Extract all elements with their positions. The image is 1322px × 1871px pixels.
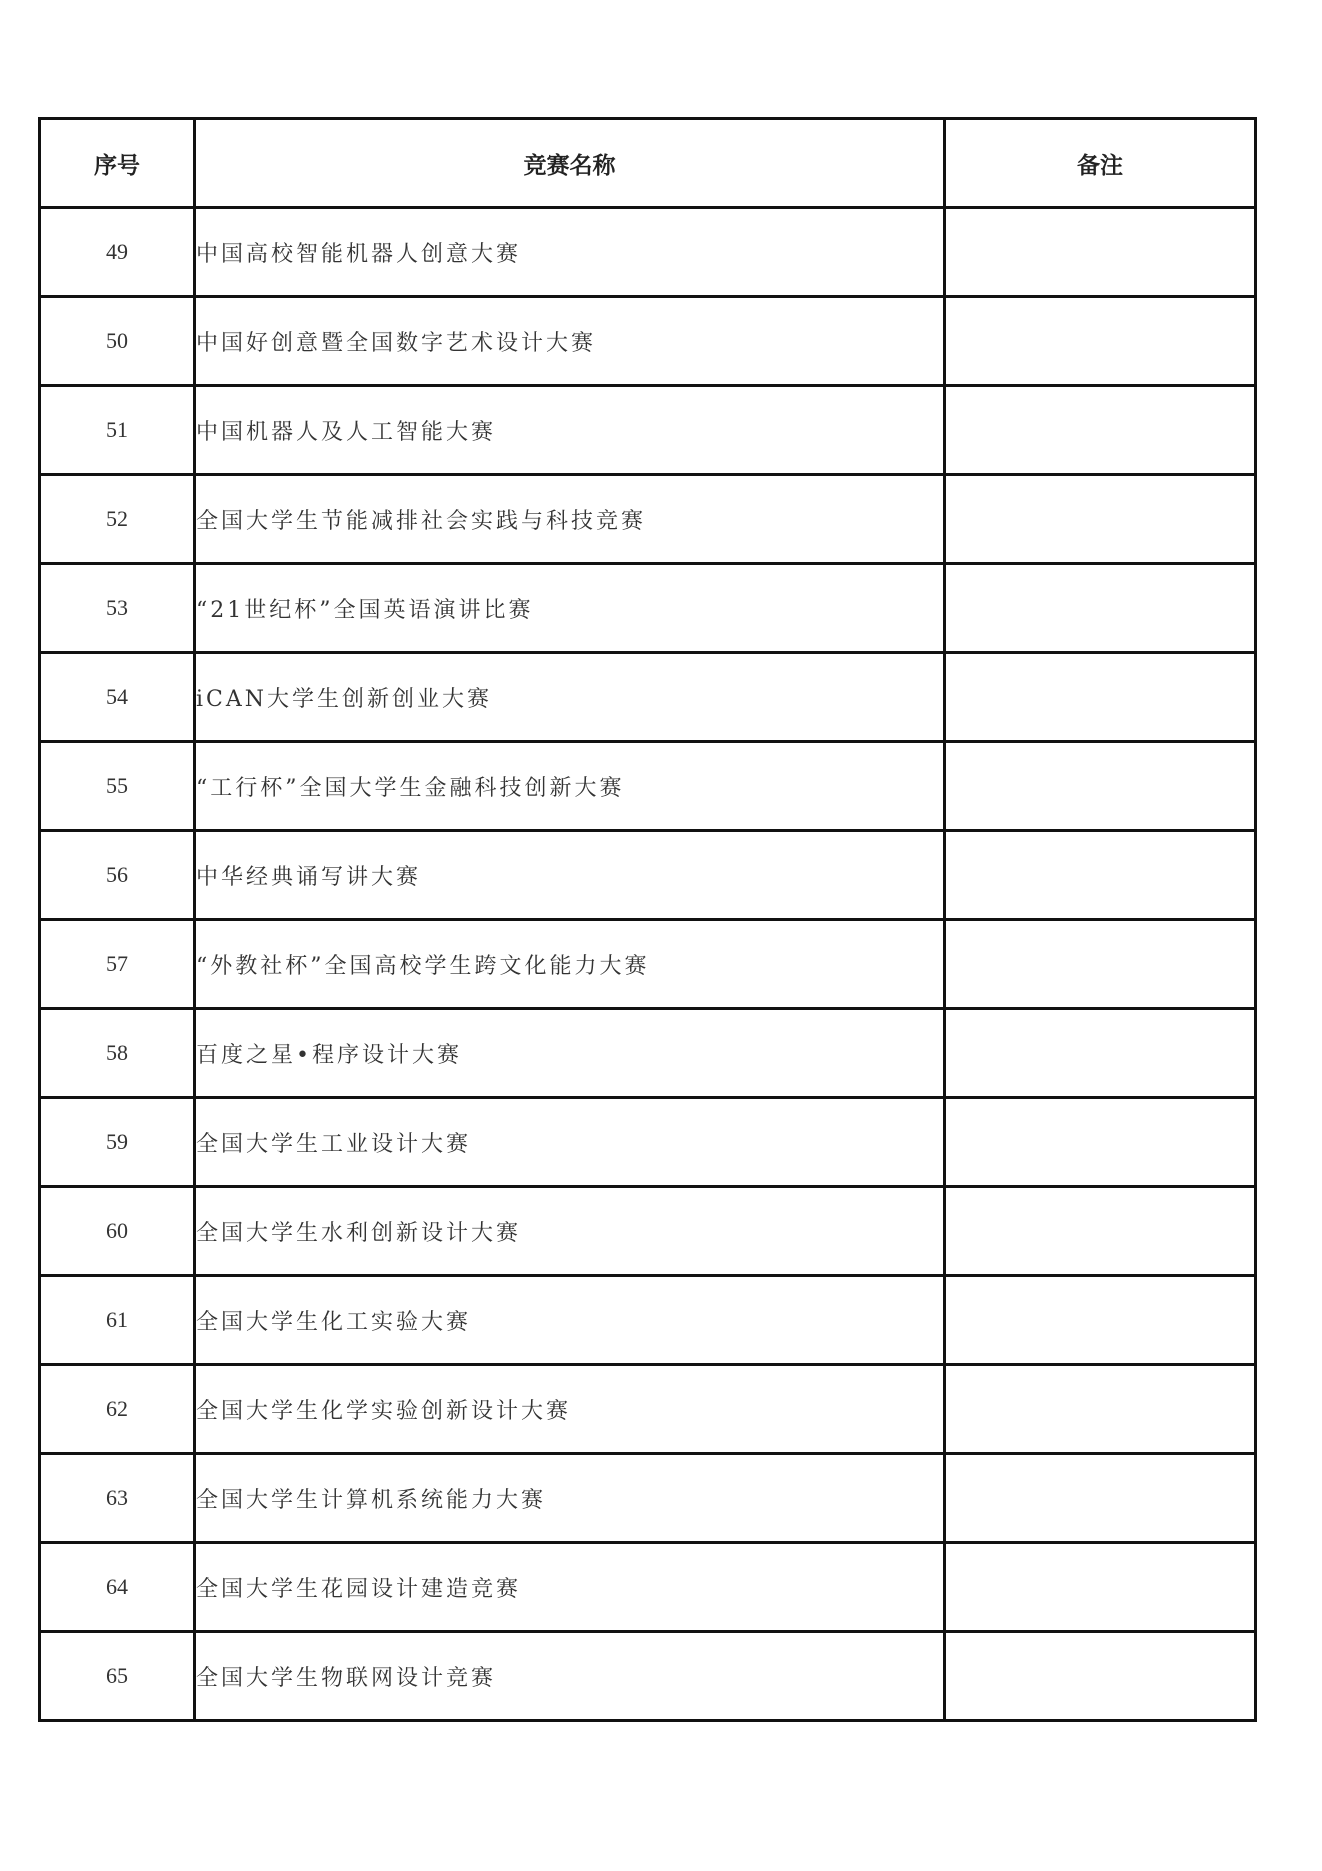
row-seq: 53 — [40, 564, 195, 653]
row-note — [945, 386, 1256, 475]
header-row — [40, 119, 1256, 208]
table-header — [40, 119, 1256, 208]
row-name: 中华经典诵写讲大赛 — [195, 831, 945, 920]
table-row — [40, 1187, 1256, 1276]
table-row — [40, 475, 1256, 564]
row-note — [945, 831, 1256, 920]
table-row — [40, 1276, 1256, 1365]
row-name: 全国大学生工业设计大赛 — [195, 1098, 945, 1187]
row-name: 全国大学生花园设计建造竞赛 — [195, 1543, 945, 1632]
row-seq: 62 — [40, 1365, 195, 1454]
row-note — [945, 297, 1256, 386]
row-note — [945, 564, 1256, 653]
row-seq: 60 — [40, 1187, 195, 1276]
row-seq: 65 — [40, 1632, 195, 1721]
table-row — [40, 1454, 1256, 1543]
row-name: “外教社杯”全国高校学生跨文化能力大赛 — [195, 920, 945, 1009]
row-name: “21世纪杯”全国英语演讲比赛 — [195, 564, 945, 653]
table-row — [40, 1632, 1256, 1721]
table-row — [40, 1009, 1256, 1098]
row-note — [945, 742, 1256, 831]
row-note — [945, 920, 1256, 1009]
row-seq: 50 — [40, 297, 195, 386]
row-seq: 58 — [40, 1009, 195, 1098]
row-name: 中国好创意暨全国数字艺术设计大赛 — [195, 297, 945, 386]
table-body — [40, 208, 1256, 1721]
row-note — [945, 653, 1256, 742]
table-row — [40, 831, 1256, 920]
table-row — [40, 564, 1256, 653]
row-note — [945, 208, 1256, 297]
row-name: iCAN大学生创新创业大赛 — [195, 653, 945, 742]
table-row — [40, 297, 1256, 386]
row-seq: 59 — [40, 1098, 195, 1187]
row-seq: 56 — [40, 831, 195, 920]
table-row — [40, 1098, 1256, 1187]
row-name: 全国大学生水利创新设计大赛 — [195, 1187, 945, 1276]
table-row — [40, 208, 1256, 297]
row-seq: 61 — [40, 1276, 195, 1365]
table-row — [40, 653, 1256, 742]
row-note — [945, 1187, 1256, 1276]
row-note — [945, 1543, 1256, 1632]
row-note — [945, 1454, 1256, 1543]
row-name: 全国大学生节能减排社会实践与科技竞赛 — [195, 475, 945, 564]
row-name: 百度之星•程序设计大赛 — [195, 1009, 945, 1098]
row-seq: 63 — [40, 1454, 195, 1543]
table-row — [40, 742, 1256, 831]
row-note — [945, 1098, 1256, 1187]
row-seq: 57 — [40, 920, 195, 1009]
header-note: 备注 — [945, 119, 1256, 208]
competition-table — [38, 117, 1257, 1722]
row-note — [945, 1365, 1256, 1454]
row-note — [945, 475, 1256, 564]
row-seq: 52 — [40, 475, 195, 564]
table-row — [40, 386, 1256, 475]
row-note — [945, 1632, 1256, 1721]
row-seq: 49 — [40, 208, 195, 297]
table-row — [40, 920, 1256, 1009]
row-name: 全国大学生计算机系统能力大赛 — [195, 1454, 945, 1543]
row-note — [945, 1276, 1256, 1365]
header-seq: 序号 — [40, 119, 195, 208]
table-row — [40, 1365, 1256, 1454]
row-seq: 51 — [40, 386, 195, 475]
row-name: “工行杯”全国大学生金融科技创新大赛 — [195, 742, 945, 831]
header-name: 竞赛名称 — [195, 119, 945, 208]
row-seq: 55 — [40, 742, 195, 831]
row-name: 全国大学生物联网设计竞赛 — [195, 1632, 945, 1721]
row-name: 全国大学生化工实验大赛 — [195, 1276, 945, 1365]
row-seq: 54 — [40, 653, 195, 742]
row-name: 全国大学生化学实验创新设计大赛 — [195, 1365, 945, 1454]
row-name: 中国机器人及人工智能大赛 — [195, 386, 945, 475]
table-row — [40, 1543, 1256, 1632]
row-name: 中国高校智能机器人创意大赛 — [195, 208, 945, 297]
row-seq: 64 — [40, 1543, 195, 1632]
row-note — [945, 1009, 1256, 1098]
